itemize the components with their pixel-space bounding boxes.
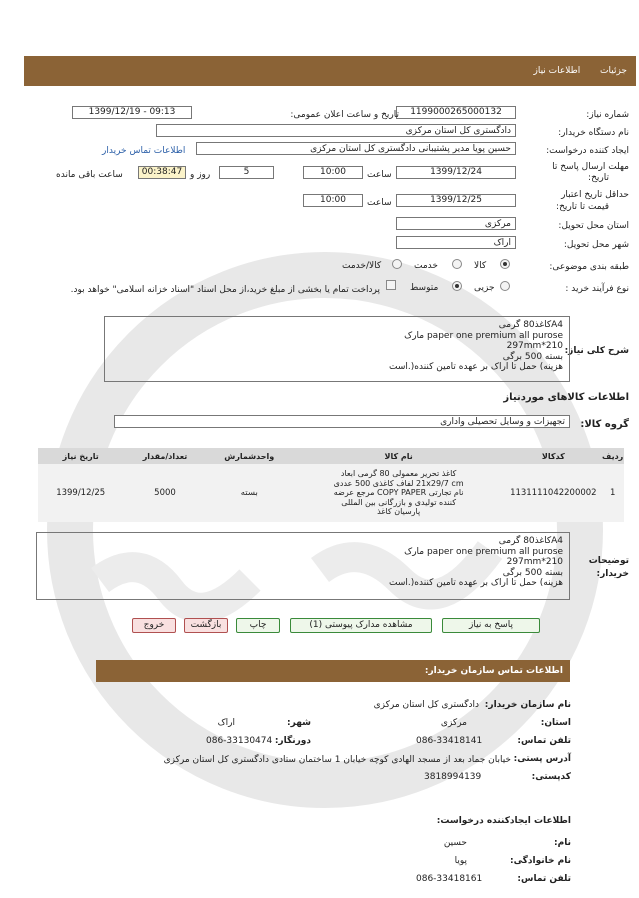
desc-line: paper one premium all purose مارک	[404, 546, 563, 557]
summary-line: A4کاغذ80 گرمی	[498, 320, 563, 330]
col-qty: تعداد/مقدار	[142, 451, 188, 461]
goods-group-label: گروه کالا:	[580, 419, 629, 430]
payment-note: پرداخت تمام یا بخشی از مبلغ خرید،از محل اسناد "اسناد خزانه اسلامی" خواهد بود.	[70, 285, 380, 295]
fax-label: دورنگار:	[274, 736, 311, 746]
city-field[interactable]: اراک	[396, 236, 516, 249]
province-c-label: استان:	[540, 718, 571, 728]
reply-button[interactable]: پاسخ به نیاز	[442, 618, 540, 633]
tab-need-info[interactable]: اطلاعات نیاز	[533, 66, 581, 76]
deadline-date-field[interactable]: 1399/12/24	[396, 166, 516, 179]
col-name: نام کالا	[384, 451, 413, 461]
phone-value: 086-33418141	[416, 736, 483, 746]
cell-row: 1	[609, 488, 616, 498]
cell-qty: 5000	[154, 488, 176, 498]
city-c-value: اراک	[217, 718, 235, 728]
family-label: نام خانوادگی:	[509, 856, 571, 866]
buyer-field[interactable]: دادگستری کل استان مرکزی	[156, 124, 516, 137]
address-label: آدرس پستی:	[513, 754, 571, 764]
desc-line: A4کاغذ80 گرمی	[498, 536, 563, 546]
postal-value: 3818994139	[424, 772, 482, 782]
attachments-button[interactable]: مشاهده مدارک پیوستی (1)	[290, 618, 432, 633]
col-unit: واحدشمارش	[224, 451, 275, 461]
province-field[interactable]: مرکزی	[396, 217, 516, 230]
announce-label: تاریخ و ساعت اعلان عمومی:	[290, 110, 399, 120]
cphone-label: تلفن تماس:	[517, 874, 571, 884]
contact-title: اطلاعات تماس سازمان خریدار:	[424, 666, 563, 676]
name-label: نام:	[554, 838, 571, 848]
remaining-time-field: 00:38:47	[138, 166, 186, 179]
buyer-desc-label-1: توضیحات	[588, 556, 629, 566]
validity-date-field[interactable]: 1399/12/25	[396, 194, 516, 207]
need-number-label: شماره نیاز:	[586, 110, 629, 120]
validity-time-label: ساعت	[367, 198, 392, 208]
process-label: نوع فرآیند خرید :	[565, 284, 629, 294]
desc-line: 210*297mm	[506, 557, 563, 567]
name-line: 21x29/7 cm لفاف کاغذی 500 عددی	[333, 478, 464, 488]
creator-section-title: اطلاعات ایجادکننده درخواست:	[436, 816, 571, 826]
desc-line: هزینه) حمل تا اراک بر عهده تامین کننده(.است	[389, 578, 563, 588]
summary-label: شرح کلی نیاز:	[564, 346, 629, 356]
org-label: نام سازمان خریدار:	[484, 700, 571, 710]
days-field[interactable]: 5	[219, 166, 274, 179]
summary-line: هزینه) حمل تا اراک بر عهده تامین کننده(.است	[389, 362, 563, 372]
phone-label: تلفن تماس:	[517, 736, 571, 746]
name-line: کننده تولیدی و بازرگانی بین المللی	[341, 497, 457, 507]
col-row: ردیف	[602, 451, 624, 461]
fax-value: 086-33130474	[206, 736, 273, 746]
col-date: تاریخ نیاز	[62, 451, 99, 461]
process-partial-radio[interactable]	[500, 281, 510, 291]
category-label: طبقه بندی موضوعی:	[549, 262, 629, 272]
validity-label-1: حداقل تاریخ اعتبار	[561, 190, 629, 200]
province-label: استان محل تحویل:	[558, 221, 629, 231]
validity-time-field[interactable]: 10:00	[303, 194, 363, 207]
creator-field[interactable]: حسین پویا مدیر پشتیبانی دادگستری کل استان مرکزی	[196, 142, 516, 155]
category-goods-label: کالا	[474, 261, 487, 271]
name-line: پارسیان کاغذ	[377, 507, 421, 517]
summary-line: بسته 500 برگی	[502, 351, 563, 362]
category-service-radio[interactable]	[452, 259, 462, 269]
process-medium-label: متوسط	[410, 283, 439, 293]
goods-group-field[interactable]: تجهیزات و وسایل تحصیلی واداری	[114, 415, 570, 428]
tab-details[interactable]: جزئیات	[600, 66, 627, 76]
deadline-label-1: مهلت ارسال پاسخ تا	[552, 162, 629, 172]
name-value: حسین	[443, 838, 467, 848]
city-c-label: شهر:	[287, 718, 311, 728]
deadline-label-2: تاریخ:	[588, 173, 609, 183]
category-service-label: خدمت	[414, 261, 438, 271]
name-line: کاغذ تحریر معمولی 80 گرمی ابعاد	[340, 469, 457, 479]
validity-label-2: قیمت تا تاریخ:	[556, 202, 609, 212]
remaining-label: ساعت باقی مانده	[56, 170, 123, 180]
category-both-label: کالا/خدمت	[342, 261, 382, 271]
buyer-desc-label-2: خریدار:	[596, 569, 629, 579]
payment-checkbox[interactable]	[386, 280, 396, 290]
table-row	[38, 464, 624, 522]
deadline-time-field[interactable]: 10:00	[303, 166, 363, 179]
cell-date: 1399/12/25	[56, 488, 106, 498]
goods-section-title: اطلاعات کالاهای موردنیاز	[503, 392, 629, 403]
buyer-label: نام دستگاه خریدار:	[558, 128, 629, 138]
address-value: خیابان جماد بعد از مسجد الهادی کوچه خیابان 1 ساختمان ستادی دادگستری کل استان مرکزی	[163, 755, 511, 765]
days-label: روز و	[190, 170, 211, 180]
desc-line: بسته 500 برگی	[502, 567, 563, 578]
deadline-time-label: ساعت	[367, 170, 392, 180]
creator-label: ایجاد کننده درخواست:	[546, 146, 629, 156]
cell-unit: بسته	[240, 488, 258, 498]
cphone-value: 086-33418161	[416, 874, 483, 884]
col-code: کدکالا	[541, 451, 565, 461]
cell-name	[292, 464, 505, 522]
goods-table	[38, 448, 624, 522]
summary-line: 210*297mm	[506, 341, 563, 351]
exit-button[interactable]: خروج	[132, 618, 176, 633]
summary-line: paper one premium all purose مارک	[404, 330, 563, 341]
province-c-value: مرکزی	[440, 718, 467, 728]
org-value: دادگستری کل استان مرکزی	[373, 700, 479, 710]
header-tabs	[533, 66, 627, 76]
print-button[interactable]: چاپ	[236, 618, 280, 633]
category-goods-radio[interactable]	[500, 259, 510, 269]
process-medium-radio[interactable]	[452, 281, 462, 291]
cell-code: 1131111042200002	[510, 488, 597, 498]
buyer-desc-box	[36, 532, 570, 600]
category-both-radio[interactable]	[392, 259, 402, 269]
contact-buyer-link[interactable]: اطلاعات تماس خریدار	[102, 146, 186, 156]
name-line: نام تجارتی COPY PAPER مرجع عرضه	[333, 488, 464, 498]
city-label: شهر محل تحویل:	[563, 240, 629, 250]
need-number-field[interactable]: 1199000265000132	[396, 106, 516, 119]
process-partial-label: جزیی	[474, 283, 495, 293]
family-value: پویا	[454, 856, 467, 866]
announce-field[interactable]: 1399/12/19 - 09:13	[72, 106, 192, 119]
postal-label: کدپستی:	[531, 772, 571, 782]
back-button[interactable]: بازگشت	[184, 618, 228, 633]
summary-box	[104, 316, 570, 382]
